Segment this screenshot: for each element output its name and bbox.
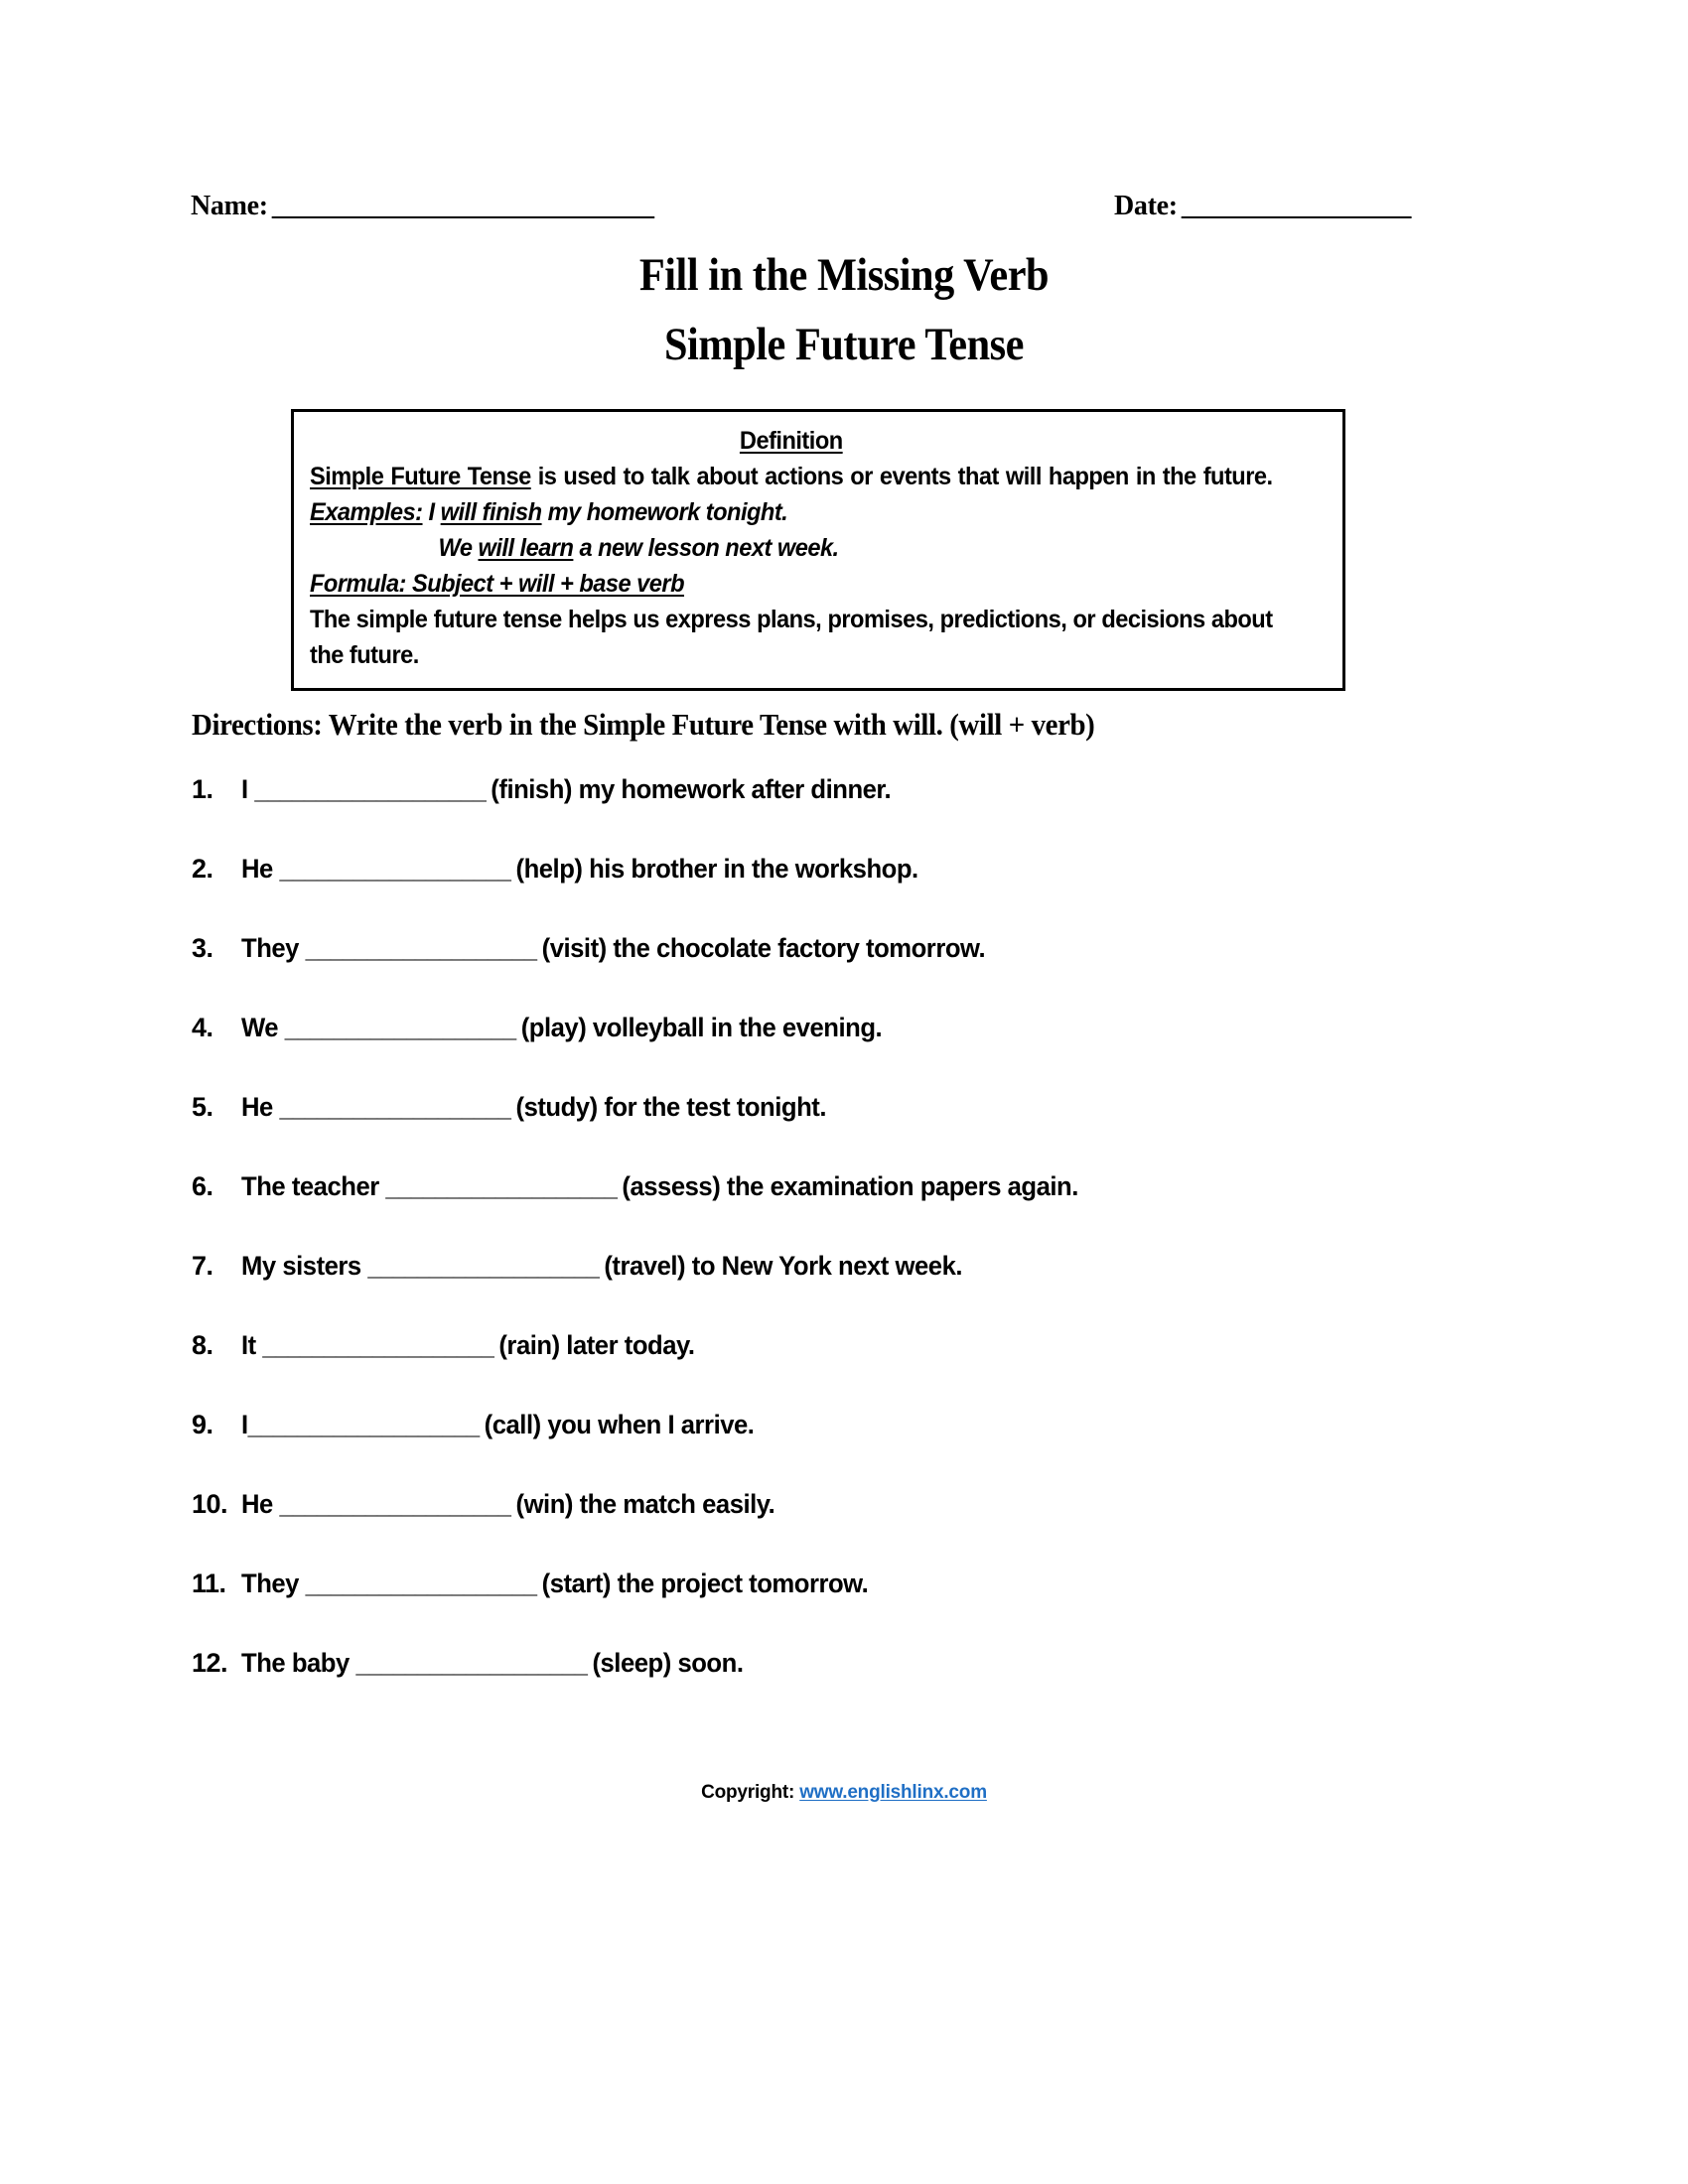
question-subject: They xyxy=(241,1569,306,1598)
definition-example2 xyxy=(310,530,1273,566)
question-rest: (visit) the chocolate factory tomorrow. xyxy=(534,933,986,963)
question-rest: (rain) later today. xyxy=(492,1330,695,1360)
example1-post: my homework tonight. xyxy=(541,498,788,526)
date-write-line[interactable]: __________________ xyxy=(1181,191,1411,221)
question-body xyxy=(241,1251,962,1282)
question-number: 9. xyxy=(192,1410,213,1439)
date-label: Date: xyxy=(1114,191,1178,221)
question-answer-blank[interactable]: ___________________ xyxy=(279,854,509,884)
question-answer-blank[interactable]: ___________________ xyxy=(385,1171,616,1201)
question-item xyxy=(192,1410,1502,1489)
question-body xyxy=(241,1489,774,1520)
question-rest: (travel) to New York next week. xyxy=(597,1251,963,1281)
question-subject: He xyxy=(241,1489,280,1519)
question-body xyxy=(241,1171,1078,1202)
question-answer-blank[interactable]: ___________________ xyxy=(305,1569,535,1598)
question-rest: (assess) the examination papers again. xyxy=(615,1171,1078,1201)
date-field-group xyxy=(1114,191,1410,222)
page-title-line2: Simple Future Tense xyxy=(663,319,1025,370)
question-body xyxy=(241,1410,754,1440)
question-answer-blank[interactable]: ___________________ xyxy=(305,933,535,963)
student-info-row xyxy=(191,191,1472,238)
page-title-line1: Fill in the Missing Verb xyxy=(638,249,1050,301)
question-number: 2. xyxy=(192,854,213,884)
question-item xyxy=(192,774,1502,854)
question-answer-blank[interactable]: ___________________ xyxy=(262,1330,492,1360)
question-subject: The baby xyxy=(241,1648,356,1678)
examples-label: Examples: xyxy=(310,498,423,526)
question-item xyxy=(192,1330,1502,1410)
question-subject: He xyxy=(241,1092,280,1122)
question-rest: (study) for the test tonight. xyxy=(508,1092,827,1122)
question-number: 12. xyxy=(192,1648,228,1678)
question-subject: My sisters xyxy=(241,1251,368,1281)
example2-verb: will learn xyxy=(478,534,574,562)
definition-sentence-rest: is used to talk about actions or events that will happen in the future. xyxy=(530,463,1273,490)
question-body xyxy=(241,1648,743,1679)
question-list xyxy=(192,774,1502,1727)
question-item xyxy=(192,1489,1502,1569)
question-number: 5. xyxy=(192,1092,213,1122)
name-field-group xyxy=(191,191,653,222)
question-answer-blank[interactable]: ___________________ xyxy=(367,1251,598,1281)
question-answer-blank[interactable]: ___________________ xyxy=(247,1410,479,1439)
definition-formula-line xyxy=(310,566,1273,602)
question-body xyxy=(241,1569,868,1599)
question-rest: (sleep) soon. xyxy=(585,1648,744,1678)
question-body xyxy=(241,1330,695,1361)
question-rest: (call) you when I arrive. xyxy=(478,1410,755,1439)
definition-term: Simple Future Tense xyxy=(310,463,531,490)
question-item xyxy=(192,1569,1502,1648)
example1-verb: will finish xyxy=(440,498,542,526)
question-number: 10. xyxy=(192,1489,228,1519)
question-rest: (finish) my homework after dinner. xyxy=(484,774,892,804)
example1-pre: I xyxy=(422,498,441,526)
question-subject: The teacher xyxy=(241,1171,386,1201)
footer-copyright xyxy=(0,1782,1688,1804)
question-body xyxy=(241,1013,882,1043)
question-body xyxy=(241,774,891,805)
question-answer-blank[interactable]: ___________________ xyxy=(279,1092,509,1122)
question-subject: It xyxy=(241,1330,263,1360)
definition-content xyxy=(310,423,1273,673)
question-answer-blank[interactable]: ___________________ xyxy=(284,1013,515,1042)
definition-box xyxy=(291,409,1345,691)
question-item xyxy=(192,854,1502,933)
question-rest: (help) his brother in the workshop. xyxy=(508,854,918,884)
question-answer-blank[interactable]: ___________________ xyxy=(254,774,485,804)
name-label: Name: xyxy=(191,191,268,221)
question-number: 4. xyxy=(192,1013,213,1042)
question-number: 8. xyxy=(192,1330,213,1360)
question-body xyxy=(241,854,918,885)
definition-body xyxy=(310,459,1273,530)
question-number: 11. xyxy=(192,1569,226,1598)
copyright-label: Copyright: xyxy=(701,1782,800,1803)
question-body xyxy=(241,1092,826,1123)
englishlinx-link[interactable]: www.englishlinx.com xyxy=(799,1782,987,1803)
question-subject: I xyxy=(241,1410,248,1439)
question-answer-blank[interactable]: ___________________ xyxy=(279,1489,509,1519)
question-number: 3. xyxy=(192,933,213,963)
question-number: 7. xyxy=(192,1251,213,1281)
question-body xyxy=(241,933,985,964)
question-subject: They xyxy=(241,933,306,963)
question-subject: We xyxy=(241,1013,285,1042)
definition-heading: Definition xyxy=(739,427,843,455)
question-rest: (play) volleyball in the evening. xyxy=(514,1013,883,1042)
question-item xyxy=(192,933,1502,1013)
definition-closing: The simple future tense helps us express plans, promises, predictions, or decisions about the future. xyxy=(310,606,1273,669)
question-rest: (win) the match easily. xyxy=(508,1489,775,1519)
example2-post: a new lesson next week. xyxy=(573,534,839,562)
question-item xyxy=(192,1092,1502,1171)
question-number: 1. xyxy=(192,774,213,804)
question-rest: (start) the project tomorrow. xyxy=(534,1569,869,1598)
question-item xyxy=(192,1171,1502,1251)
example2-pre: We xyxy=(438,534,479,562)
question-subject: He xyxy=(241,854,280,884)
question-answer-blank[interactable]: ___________________ xyxy=(355,1648,586,1678)
question-item xyxy=(192,1013,1502,1092)
question-item xyxy=(192,1251,1502,1330)
definition-formula: Formula: Subject + will + base verb xyxy=(310,570,685,598)
directions-text: Directions: Write the verb in the Simple Future Tense with will. (will + verb) xyxy=(192,707,1095,742)
name-write-line[interactable]: ______________________________ xyxy=(271,191,653,221)
question-subject: I xyxy=(241,774,255,804)
question-item xyxy=(192,1648,1502,1727)
question-number: 6. xyxy=(192,1171,213,1201)
